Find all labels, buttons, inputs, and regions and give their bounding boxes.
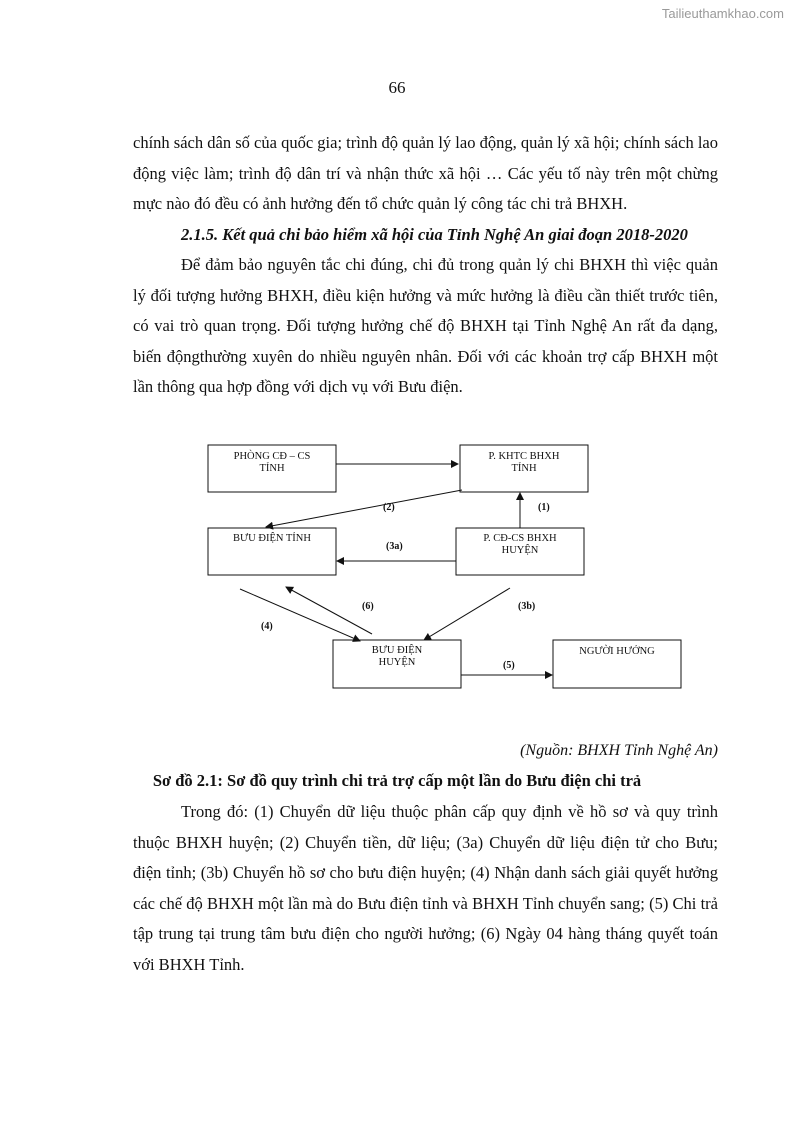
label-6: (6) [362,601,374,612]
box-buu-dien-huyen-line1: BƯU ĐIỆN [371,645,423,656]
intro-text-block [133,128,718,403]
box-p-khtc-line2: TỈNH [511,463,537,474]
box-phong-cd-cs-line2: TỈNH [259,463,285,474]
label-3a: (3a) [386,541,403,552]
box-buu-dien-tinh-line1: BƯU ĐIỆN TỈNH [233,533,311,544]
box-nguoi-huong [553,640,681,688]
explain-paragraph: Trong đó: (1) Chuyển dữ liệu thuộc phân cấp quy định về hồ sơ và quy trình thuộc BHXH huyện; (2) Chuyển tiền, dữ liệu; (3a) Chuyển dữ liệu điện tử cho Bưu; điện tỉnh; (3b) Chuyển hồ sơ cho bưu điện huyện; (4) Nhận danh sách giải quyết hưởng các chế độ BHXH một lần mà do Bưu điện tỉnh và BHXH Tỉnh chuyển sang; (5) Chi trả tập trung tại trung tâm bưu điện cho người hưởng; (6) Ngày 04 hàng tháng quyết toán với BHXH Tỉnh. [133,802,718,974]
box-phong-cd-cs-line1: PHÒNG CĐ – CS [233,451,311,462]
box-buu-dien-huyen-line2: HUYỆN [378,657,416,668]
arrow-6-huyen-to-tinh [286,587,372,634]
arrow-4-tinh-to-huyen [240,589,360,641]
label-2: (2) [383,502,395,513]
source-note: (Nguồn: BHXH Tỉnh Nghệ An) [520,742,718,759]
label-5: (5) [503,660,515,671]
process-diagram [200,442,690,692]
box-phong-cd-cs-tinh [208,445,336,492]
main-paragraph: Để đảm bảo nguyên tắc chi đúng, chi đủ trong quản lý chi BHXH thì việc quản lý đối tượng hưởng BHXH, điều kiện hưởng và mức hưởng là điều cần thiết trước tiên, có vai trò quan trọng. Đối tượng hưởng chế độ BHXH tại Tỉnh Nghệ An rất đa dạng, biến độngthường xuyên do nhiều nguyên nhân. Đối với các khoản trợ cấp BHXH một lần thông qua hợp đồng với dịch vụ với Bưu điện. [133,255,718,396]
box-p-cd-cs-bhxh-huyen [456,528,584,575]
figure-caption: Sơ đồ 2.1: Sơ đồ quy trình chi trả trợ cấp một lần do Bưu điện chi trả [152,771,642,790]
box-p-khtc-bhxh-tinh [460,445,588,492]
label-3b: (3b) [518,601,536,612]
box-buu-dien-tinh [208,528,336,575]
intro-paragraph: chính sách dân số của quốc gia; trình độ quản lý lao động, quản lý xã hội; chính sách lao động việc làm; trình độ dân trí và nhận thức xã hội … Các yếu tố này trên một chừng mực nào đó đều có ảnh hưởng đến tổ chức quản lý công tác chi trả BHXH. [133,133,718,213]
box-p-khtc-line1: P. KHTC BHXH [488,451,560,462]
arrow-2-khtc-to-buudien-tinh [266,490,462,527]
explain-text-block [133,797,718,980]
box-p-cd-cs-huyen-line1: P. CĐ-CS BHXH [483,533,557,544]
box-buu-dien-huyen [333,640,461,688]
arrow-3b-huyen-to-buudien-huyen [424,588,510,640]
page-number: 66 [388,78,406,97]
watermark: Tailieuthamkhao.com [661,6,784,21]
label-4: (4) [261,621,273,632]
box-p-cd-cs-huyen-line2: HUYỆN [501,545,539,556]
label-1: (1) [538,502,550,513]
box-nguoi-huong-line1: NGƯỜI HƯỞNG [579,646,655,657]
section-heading: 2.1.5. Kết quả chi bảo hiểm xã hội của Tỉnh Nghệ An giai đoạn 2018-2020 [181,224,688,244]
